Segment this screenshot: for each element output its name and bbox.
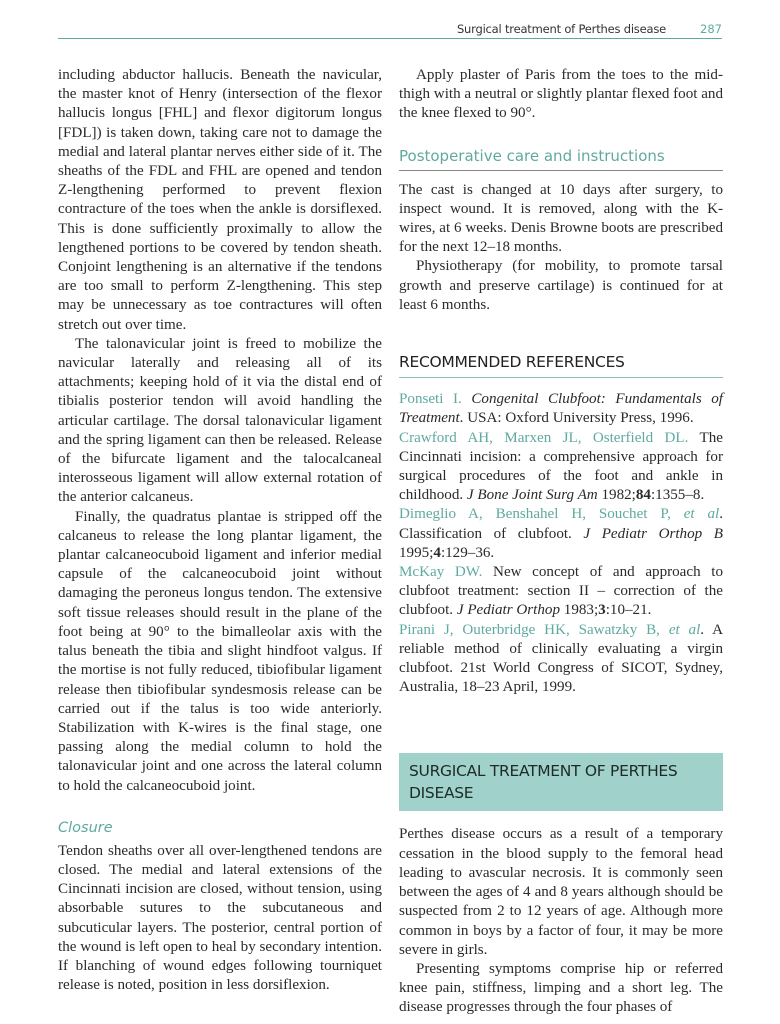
reference-authors: Ponseti I. [399, 391, 462, 408]
page-number: 287 [700, 22, 722, 36]
reference-item [399, 563, 723, 621]
left-column [58, 66, 382, 995]
reference-title: . Classification of clubfoot. [399, 506, 723, 542]
reference-volume: 4 [433, 544, 441, 561]
reference-authors: McKay DW. [399, 564, 483, 581]
perthes-paragraph: Perthes disease occurs as a result of a temporary cessation in the blood supply to the femoral head leading to avascular necrosis. It is commonly seen between the ages of 4 and 8 years although should be suspected from 2 to 12 years of age. Although more common in boys by a factor of four, it may be more severe in girls. [399, 826, 723, 958]
reference-book-title: Congenital Clubfoot: Fundamentals of Treatment [399, 391, 723, 427]
reference-authors: Crawford AH, Marxen JL, Osterfield DL. [399, 429, 689, 446]
reference-title: . A reliable method of clinically evaluating a virgin clubfoot. 21st World Congress of SICOT, Sydney, Australia, 18–23 April, 1999. [399, 621, 723, 696]
reference-year: 1995; [399, 544, 434, 561]
reference-pages: :1355–8. [650, 487, 705, 504]
reference-journal: J Pediatr Orthop B [583, 525, 723, 542]
reference-year: 1983; [560, 602, 599, 619]
reference-details: . USA: Oxford University Press, 1996. [459, 410, 694, 427]
right-column [399, 66, 723, 1018]
reference-journal: J Bone Joint Surg Am [466, 487, 598, 504]
body-paragraph: Finally, the quadratus plantae is stripped off the calcaneus to release the long plantar ligament, the plantar calcaneocuboid ligament and inferior medial capsule of the calcaneocuboid joint without damaging the peroneus longus tendon. The extensive soft tissue releases should result in the plane of the foot being at 90° to the bimalleolar axis with the talus beneath the tibia and slight hindfoot valgus. If the mortise is not fully reduced, tibiofibular ligament release then tibiofibular syndesmosis release can be carried out if the talus is too wide anteriorly. Stabilization with K-wires is the final stage, one passing along the medial column to hold the talonavicular joint and one across the lateral column to hold the calcaneocuboid joint. [58, 508, 382, 794]
reference-authors: Pirani J, Outerbridge HK, Sawatzky B, [399, 621, 660, 638]
body-paragraph: The talonavicular joint is freed to mobilize the navicular laterally and releasing all of its attachments; keeping hold of it via the distal end of tibialis posterior tendon will avoid handling the articular cartilage. The dorsal talonavicular ligament and the spring ligament can then be released. Release of the bifurcate ligament and the talocalcaneal interosseous ligament will allow external rotation of the anterior calcaneus. [58, 335, 382, 506]
references-heading: RECOMMENDED REFERENCES [399, 353, 723, 378]
reference-item [399, 390, 723, 428]
perthes-section-heading: SURGICAL TREATMENT OF PERTHES DISEASE [399, 753, 723, 811]
reference-pages: :10–21. [605, 602, 652, 619]
reference-volume: 84 [635, 487, 651, 504]
closure-paragraph: Tendon sheaths over all over-lengthened tendons are closed. The medial and lateral extensions of the Cincinnati incision are closed, without tension, using absorbable sutures to the subcutaneous and subcuticular layers. The posterior, central portion of the wound is left open to heal by secondary intention. If blanching of wound edges following tourniquet release is noted, position in less dorsiflexion. [58, 842, 382, 994]
reference-authors: Dimeglio A, Benshahel H, Souchet P, [399, 506, 671, 523]
reference-item [399, 505, 723, 563]
reference-title: The Cincinnati incision: a comprehensive approach for surgical procedures of the foot and ankle in childhood. [399, 429, 723, 504]
reference-etal: et al [668, 621, 701, 638]
body-paragraph: including abductor hallucis. Beneath the navicular, the master knot of Henry (intersection of the flexor hallucis longus [FHL] and flexor digitorum longus [FDL]) is taken down, taking care not to damage the medial and lateral plantar nerves either side of it. The sheaths of the FDL and FHL are opened and tendon Z-lengthening performed to prevent flexion contracture of the toes when the ankle is dorsiflexed. This is done sufficiently proximally to allow the lengthened portions to be covered by tendon sheath. Conjoint lengthening is an alternative if the tendons are too small to perform Z-lengthening. This step may be unnecessary as toe contractures will often stretch out over time. [58, 67, 382, 333]
reference-journal: J Pediatr Orthop [456, 602, 560, 619]
reference-etal: et al [683, 506, 720, 523]
reference-volume: 3 [598, 602, 606, 619]
postop-heading: Postoperative care and instructions [399, 146, 723, 171]
reference-year: 1982; [597, 487, 636, 504]
reference-pages: :129–36. [440, 544, 495, 561]
plaster-paragraph: Apply plaster of Paris from the toes to the mid-thigh with a neutral or slightly plantar flexed foot and the knee flexed to 90°. [399, 67, 724, 122]
running-title: Surgical treatment of Perthes disease [456, 22, 666, 36]
perthes-paragraph: Presenting symptoms comprise hip or referred knee pain, stiffness, limping and a short leg. The disease progresses through the four phases of [399, 960, 723, 1016]
postop-paragraph: The cast is changed at 10 days after surgery, to inspect wound. It is removed, along with the K-wires, at 6 weeks. Denis Browne boots are prescribed for the next 12–18 months. [399, 181, 723, 256]
postop-paragraph: Physiotherapy (for mobility, to promote tarsal growth and preserve cartilage) is continued for at least 6 months. [399, 258, 723, 313]
reference-title: New concept of and approach to clubfoot treatment: section II – correction of the clubfoot. [399, 564, 723, 619]
reference-item [399, 621, 723, 698]
running-header [58, 22, 722, 39]
closure-heading: Closure [58, 819, 113, 836]
reference-item [399, 429, 723, 506]
